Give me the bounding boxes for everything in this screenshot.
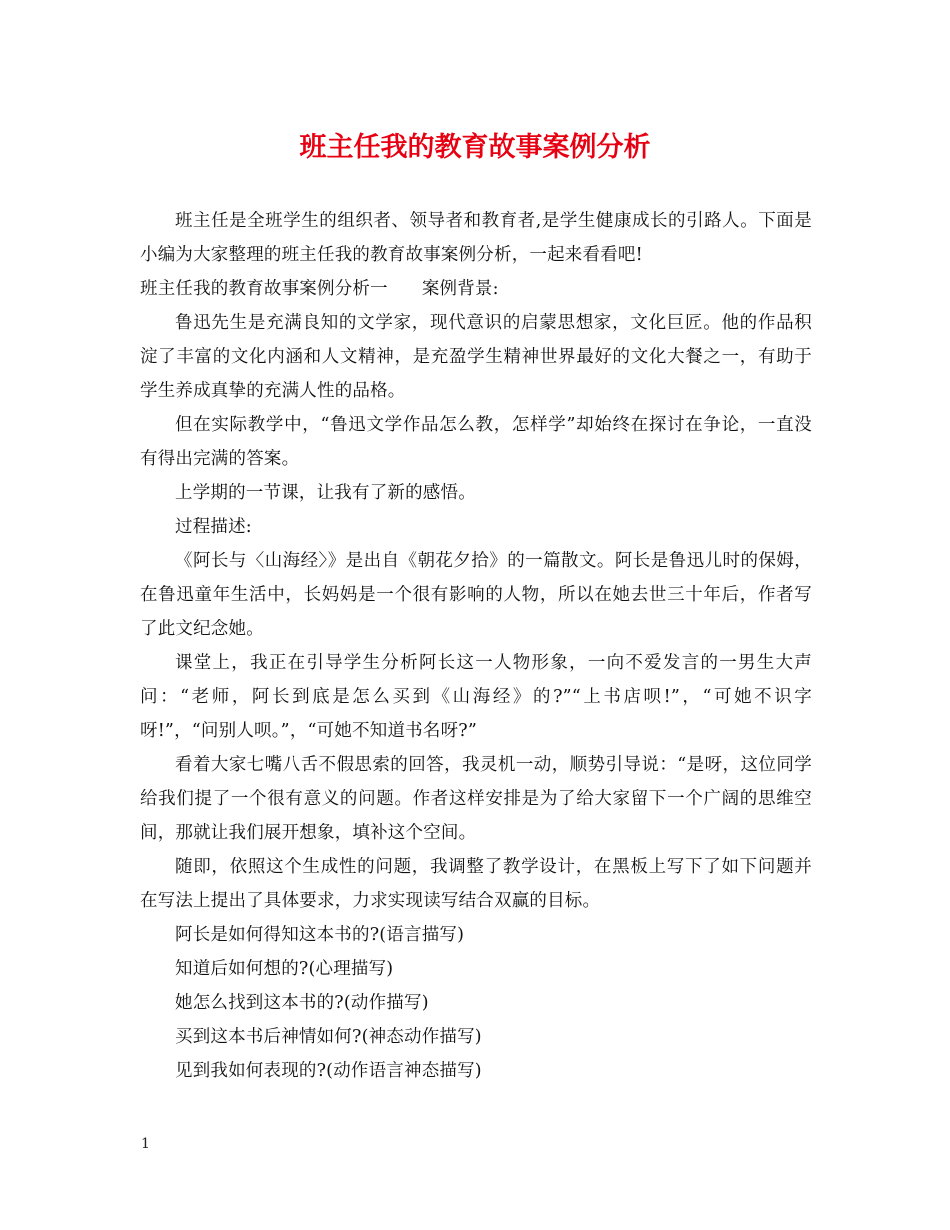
document-title: 班主任我的教育故事案例分析	[299, 132, 651, 163]
question-5: 见到我如何表现的?(动作语言神态描写)	[175, 1061, 482, 1081]
paragraph-4: 过程描述:	[175, 517, 252, 537]
question-2: 知道后如何想的?(心理描写)	[175, 959, 394, 979]
paragraph-8: 随即，依照这个生成性的问题，我调整了教学设计，在黑板上写下了如下问题并在写法上提出了具体要求，力求实现读写结合双赢的目标。	[140, 857, 812, 911]
question-3: 她怎么找到这本书的?(动作描写)	[175, 993, 429, 1013]
section-heading-line	[140, 272, 812, 306]
section-heading: 班主任我的教育故事案例分析一	[140, 279, 388, 299]
paragraph-3: 上学期的一节课，让我有了新的感悟。	[175, 483, 476, 503]
question-4: 买到这本书后神情如何?(神态动作描写)	[175, 1027, 482, 1047]
section-subheading: 案例背景:	[421, 279, 499, 299]
paragraph-2: 但在实际教学中，“鲁迅文学作品怎么教，怎样学”却始终在探讨在争论，一直没有得出完满的答案。	[140, 415, 812, 469]
document-body	[140, 204, 812, 1088]
page-number: 1	[141, 1136, 150, 1152]
intro-paragraph: 班主任是全班学生的组织者、领导者和教育者,是学生健康成长的引路人。下面是小编为大家整理的班主任我的教育故事案例分析，一起来看看吧!	[140, 211, 812, 265]
paragraph-1: 鲁迅先生是充满良知的文学家，现代意识的启蒙思想家，文化巨匠。他的作品积淀了丰富的文化内涵和人文精神，是充盈学生精神世界最好的文化大餐之一，有助于学生养成真挚的充满人性的品格。	[140, 313, 812, 401]
paragraph-7: 看着大家七嘴八舌不假思索的回答，我灵机一动，顺势引导说：“是呀，这位同学给我们提了一个很有意义的问题。作者这样安排是为了给大家留下一个广阔的思维空间，那就让我们展开想象，填补这个空间。	[140, 755, 812, 843]
question-1: 阿长是如何得知这本书的?(语言描写)	[175, 925, 465, 945]
paragraph-5: 《阿长与〈山海经〉》是出自《朝花夕拾》的一篇散文。阿长是鲁迅儿时的保姆，在鲁迅童年生活中，长妈妈是一个很有影响的人物，所以在她去世三十年后，作者写了此文纪念她。	[140, 551, 812, 639]
paragraph-6: 课堂上，我正在引导学生分析阿长这一人物形象，一向不爱发言的一男生大声问：“老师，阿长到底是怎么买到《山海经》的?”“上书店呗!”，“可她不识字呀!”，“问别人呗。”，“可她不知道书名呀?”	[140, 653, 812, 741]
